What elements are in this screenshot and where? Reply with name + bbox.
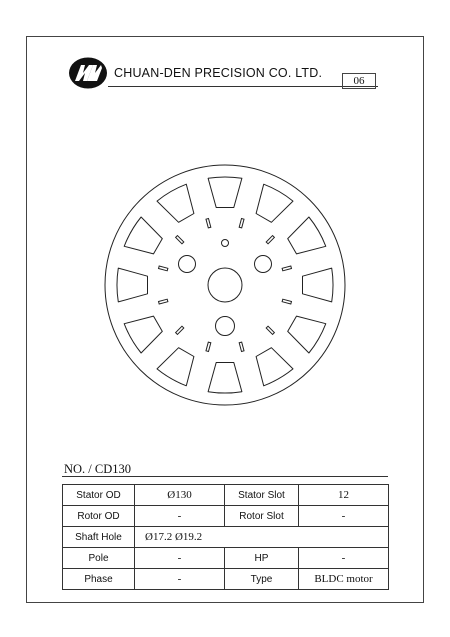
spec-label: Rotor Slot: [225, 506, 299, 527]
mounting-hole: [255, 256, 272, 273]
lamination-key-slot: [206, 342, 211, 351]
lamination-key-slot: [266, 236, 274, 244]
spec-label: Shaft Hole: [63, 527, 135, 548]
spec-row-rotor-od: [63, 506, 389, 527]
stator-lamination-drawing: [90, 150, 360, 420]
stator-slot: [124, 217, 162, 254]
stator-slot: [208, 177, 242, 208]
stator-slot: [256, 348, 293, 386]
spec-label: Phase: [63, 569, 135, 590]
stator-slot: [288, 316, 326, 353]
spec-value: -: [299, 506, 389, 527]
spec-value: -: [135, 506, 225, 527]
spec-value: 12: [299, 485, 389, 506]
outer-circle: [105, 165, 345, 405]
mounting-hole: [216, 317, 235, 336]
stator-slot: [124, 316, 162, 353]
spec-label: Rotor OD: [63, 506, 135, 527]
company-logo: [68, 56, 108, 90]
spec-row-shaft-hole: [63, 527, 389, 548]
part-number-underline: [62, 476, 388, 477]
stator-slot: [157, 184, 194, 222]
stator-slot: [256, 184, 293, 222]
spec-table: [62, 484, 389, 590]
pilot-hole: [222, 240, 229, 247]
spec-value: -: [135, 569, 225, 590]
stator-slot: [303, 268, 334, 302]
lamination-key-slot: [239, 219, 244, 228]
spec-label: Stator Slot: [225, 485, 299, 506]
spec-label: Pole: [63, 548, 135, 569]
spec-label: Stator OD: [63, 485, 135, 506]
spec-value: Ø17.2 Ø19.2: [135, 527, 389, 548]
lamination-key-slot: [176, 326, 184, 334]
lamination-key-slot: [266, 326, 274, 334]
spec-row-pole: [63, 548, 389, 569]
part-number: NO. / CD130: [64, 462, 132, 476]
spec-value: BLDC motor: [299, 569, 389, 590]
lamination-key-slot: [159, 266, 168, 271]
lamination-key-slot: [282, 299, 291, 304]
spec-value: Ø130: [135, 485, 225, 506]
company-name: CHUAN-DEN PRECISION CO. LTD.: [114, 66, 323, 80]
spec-label: HP: [225, 548, 299, 569]
shaft-hole: [208, 268, 242, 302]
spec-row-phase: [63, 569, 389, 590]
lamination-key-slot: [159, 299, 168, 304]
page-number: 06: [342, 73, 376, 89]
lamination-key-slot: [239, 342, 244, 351]
spec-value: -: [299, 548, 389, 569]
title-underline: [108, 86, 378, 87]
lamination-key-slot: [282, 266, 291, 271]
spec-row-stator-od: [63, 485, 389, 506]
mounting-hole: [179, 256, 196, 273]
spec-label: Type: [225, 569, 299, 590]
lamination-key-slot: [206, 219, 211, 228]
stator-slot: [117, 268, 148, 302]
spec-value: -: [135, 548, 225, 569]
lamination-key-slot: [176, 236, 184, 244]
stator-slot: [157, 348, 194, 386]
stator-slot: [208, 363, 242, 394]
stator-slot: [288, 217, 326, 254]
